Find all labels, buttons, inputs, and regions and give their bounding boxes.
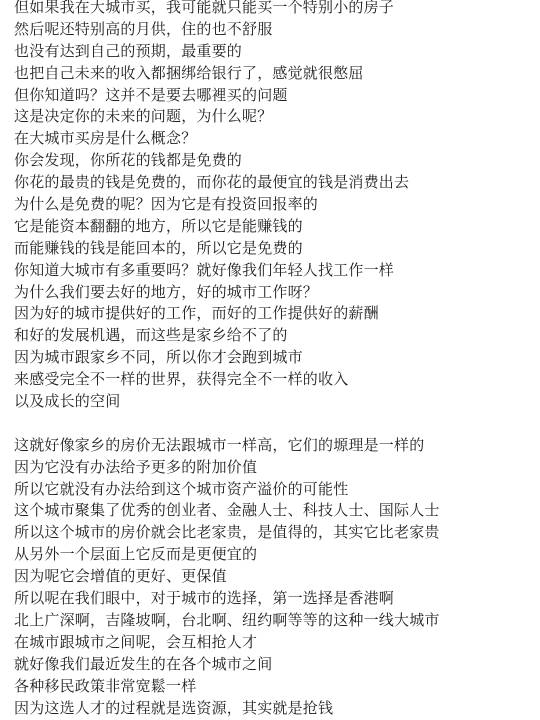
text-line: 因为好的城市提供好的工作，而好的工作提供好的薪酬 [14,304,379,323]
text-line: 和好的发展机遇，而这些是家乡给不了的 [14,326,288,345]
text-line: 这是决定你的未来的问题，为什么呢？ [14,107,273,126]
text-line: 北上广深啊，吉隆坡啊，台北啊、纽约啊等等的这种一线大城市 [14,610,440,629]
text-line: 但如果我在大城市买，我可能就只能买一个特别小的房子 [14,0,395,16]
text-line: 因为这选人才的过程就是选资源，其实就是抢钱 [14,698,334,717]
text-line: 以及成长的空间 [14,392,121,411]
text-line: 你会发现，你所花的钱都是免费的 [14,151,243,170]
text-line: 这个城市聚集了优秀的创业者、金融人士、科技人士、国际人士 [14,501,440,520]
text-line: 从另外一个层面上它反而是更便宜的 [14,545,258,564]
text-line: 就好像我们最近发生的在各个城市之间 [14,654,273,673]
text-line: 它是能资本翻翻的地方，所以它是能赚钱的 [14,216,303,235]
text-line: 而能赚钱的钱是能回本的，所以它是免费的 [14,238,303,257]
text-body [14,0,534,719]
text-line: 因为城市跟家乡不同，所以你才会跑到城市 [14,348,303,367]
text-line: 为什么是免费的呢？因为它是有投资回报率的 [14,195,319,214]
text-line: 但你知道吗？这并不是要去哪裡买的问题 [14,85,288,104]
text-line: 所以它就没有办法给到这个城市资产溢价的可能性 [14,479,349,498]
text-line: 来感受完全不一样的世界，获得完全不一样的收入 [14,370,349,389]
text-line: 因为它没有办法给予更多的附加价值 [14,457,258,476]
text-line: 为什么我们要去好的地方，好的城市工作呀？ [14,282,319,301]
text-line: 因为呢它会增值的更好、更保值 [14,567,227,586]
blank-line [14,413,534,435]
text-line: 你知道大城市有多重要吗？就好像我们年轻人找工作一样 [14,260,395,279]
text-line: 然后呢还特别高的月供，住的也不舒服 [14,19,273,38]
text-line: 在大城市买房是什么概念？ [14,129,197,148]
text-line: 所以呢在我们眼中，对于城市的选择，第一选择是香港啊 [14,589,395,608]
text-line: 你花的最贵的钱是免费的，而你花的最便宜的钱是消费出去 [14,173,410,192]
text-line: 所以这个城市的房价就会比老家贵，是值得的，其实它比老家贵 [14,523,440,542]
text-line: 也没有达到自己的预期，最重要的 [14,41,243,60]
text-line: 这就好像家乡的房价无法跟城市一样高，它们的塬理是一样的 [14,435,425,454]
text-line: 在城市跟城市之间呢，会互相抢人才 [14,632,258,651]
text-line: 各种移民政策非常宽鬆一样 [14,676,197,695]
text-line: 也把自己未来的收入都捆绑给银行了，感觉就很憋屈 [14,63,364,82]
